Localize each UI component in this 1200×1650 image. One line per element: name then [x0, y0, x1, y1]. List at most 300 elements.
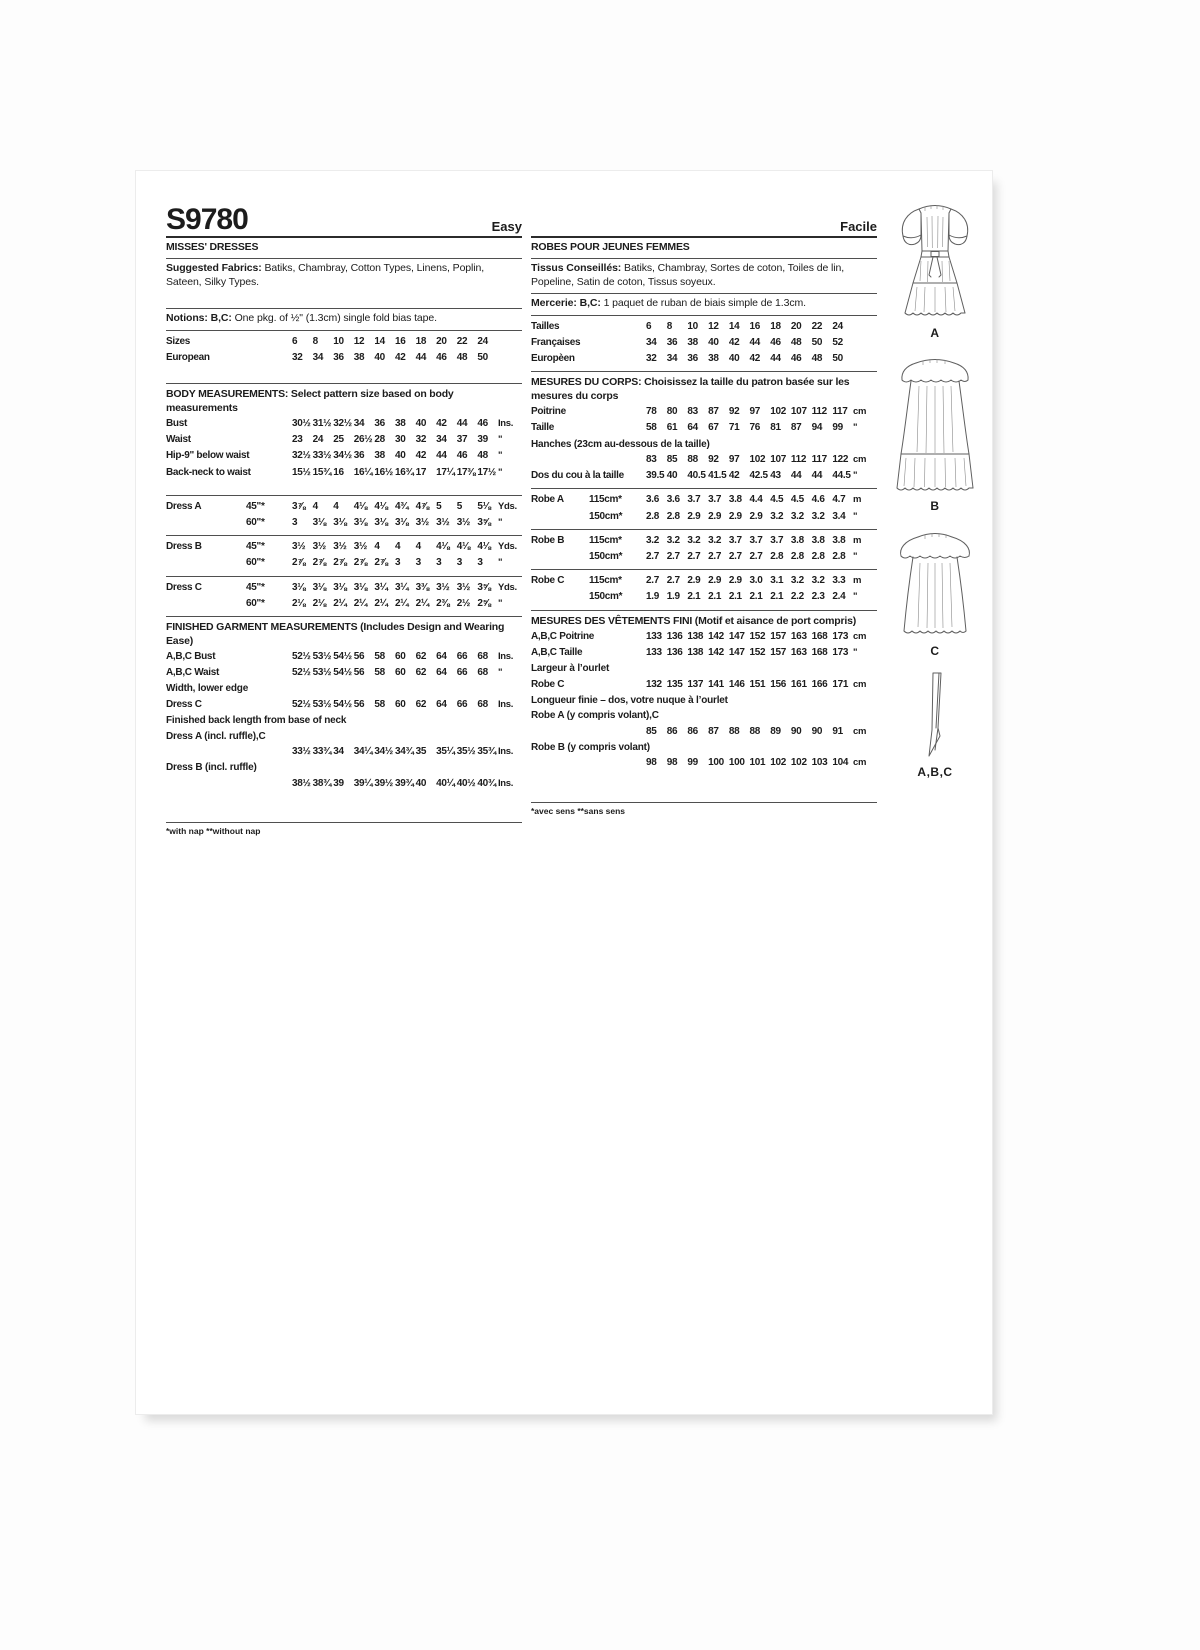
cell: 3.6 — [666, 494, 680, 506]
row-label: Robe C — [531, 575, 565, 587]
cell: 36 — [333, 351, 344, 363]
table-row — [531, 629, 877, 645]
divider — [531, 315, 877, 316]
cell: 3 — [477, 557, 483, 569]
unit: m — [853, 534, 862, 546]
cell: 32½ — [333, 417, 352, 429]
cell: 4¾ — [394, 500, 409, 512]
fabric-width-label: 115cm* — [589, 534, 622, 546]
cell: 146 — [728, 678, 745, 690]
cell: 81 — [770, 422, 781, 434]
cell: 38 — [394, 417, 406, 429]
divider — [166, 616, 522, 617]
row-label: Robe A — [531, 494, 564, 506]
cell: 3.7 — [728, 534, 742, 546]
cell: 22 — [811, 320, 823, 332]
cell: 48 — [790, 336, 802, 348]
info-line — [166, 262, 522, 289]
cell: 102 — [770, 406, 787, 418]
cell: 46 — [770, 336, 781, 348]
table-row — [531, 573, 877, 589]
cell: 2.8 — [666, 510, 680, 522]
cell: 50 — [832, 352, 843, 364]
cell: 38 — [687, 336, 698, 348]
cell: 33½ — [312, 450, 332, 462]
cell: 16 — [749, 320, 761, 332]
cell: 2⅛ — [312, 597, 326, 609]
row-label-line: Robe B (y compris volant) — [531, 741, 650, 753]
cell: 173 — [832, 646, 849, 658]
cell: 33¾ — [312, 746, 332, 758]
cell: 16 — [333, 466, 344, 478]
divider — [166, 383, 522, 384]
cell: 2.9 — [728, 575, 742, 587]
table-row — [531, 452, 877, 468]
divider — [531, 802, 877, 803]
cell: 2½ — [456, 597, 471, 609]
unit: Yds. — [497, 500, 517, 512]
cell: 44 — [456, 417, 468, 429]
dress-c-illustration — [891, 525, 979, 641]
cell: 80 — [666, 406, 678, 418]
cell: 2¼ — [333, 597, 347, 609]
cell: 20 — [790, 320, 802, 332]
cell: 3.2 — [646, 534, 660, 546]
table-row — [166, 416, 522, 432]
cell: 157 — [770, 646, 787, 658]
cell: 2.7 — [646, 551, 660, 563]
cell: 98 — [666, 757, 678, 769]
cell: 3.8 — [728, 494, 742, 506]
cell: 161 — [790, 678, 807, 690]
cell: 1.9 — [646, 591, 660, 603]
cell: 3½ — [436, 516, 450, 528]
cell: 97 — [749, 406, 761, 418]
cell: 136 — [666, 630, 683, 642]
cell: 66 — [456, 650, 468, 662]
cell: 2¼ — [353, 597, 368, 609]
unit: cm — [853, 678, 867, 690]
cell: 3½ — [456, 516, 471, 528]
cell: 28 — [374, 434, 385, 446]
cell: 100 — [728, 757, 745, 769]
table-row — [531, 549, 877, 565]
cell: 3.8 — [832, 534, 846, 546]
cell: 4 — [415, 541, 421, 553]
cell: 35¾ — [477, 746, 496, 758]
fabric-width-label: 150cm* — [589, 510, 623, 522]
cell: 3.4 — [832, 510, 846, 522]
cell: 34 — [333, 746, 344, 758]
cell: 4⅛ — [374, 500, 388, 512]
row-label-line: Robe A (y compris volant),C — [531, 710, 659, 722]
cell: 2.7 — [666, 551, 680, 563]
cell: 3⅛ — [353, 516, 368, 528]
row-label-line: Hanches (23cm au-dessous de la taille) — [531, 438, 710, 450]
cell: 44 — [790, 470, 802, 482]
cell: 64 — [687, 422, 698, 434]
cell: 122 — [832, 454, 849, 466]
cell: 117 — [832, 406, 848, 418]
cell: 88 — [749, 725, 761, 737]
unit: " — [853, 591, 858, 603]
cell: 66 — [456, 667, 468, 679]
table-row — [166, 665, 522, 681]
cell: 24 — [477, 335, 488, 347]
cell: 48 — [456, 351, 468, 363]
cell: 3.7 — [749, 534, 763, 546]
cell: 52 — [832, 336, 843, 348]
footnote: *with nap **without nap — [166, 825, 261, 836]
dress-c-figure — [891, 525, 979, 658]
cell: 98 — [646, 757, 657, 769]
cell: 10 — [333, 335, 344, 347]
cell: 50 — [811, 336, 823, 348]
cell: 3 — [394, 557, 401, 569]
cell: 2.7 — [708, 551, 722, 563]
divider — [531, 371, 877, 372]
unit: m — [853, 494, 862, 506]
pattern-number: S9780 — [166, 203, 248, 236]
divider — [166, 330, 522, 331]
figure-label-abc: A,B,C — [917, 765, 953, 779]
cell: 3.7 — [687, 494, 701, 506]
cell: 36 — [353, 450, 365, 462]
cell: 2.2 — [790, 591, 804, 603]
cell: 26½ — [353, 434, 373, 446]
cell: 3½ — [436, 581, 450, 593]
cell: 53½ — [312, 667, 332, 679]
cell: 40 — [728, 352, 740, 364]
cell: 62 — [415, 667, 427, 679]
cell: 88 — [728, 725, 740, 737]
table-row — [531, 645, 877, 661]
cell: 166 — [811, 678, 828, 690]
unit: " — [497, 667, 503, 679]
cell: 91 — [832, 725, 843, 737]
cell: 16¼ — [353, 466, 373, 478]
cell: 34 — [436, 434, 447, 446]
info-line — [166, 312, 522, 326]
table-row — [166, 515, 522, 531]
cell: 38 — [374, 450, 385, 462]
unit: " — [497, 450, 503, 462]
spacer — [166, 290, 522, 304]
section-heading: FINISHED GARMENT MEASUREMENTS (Includes Design and Wearing Ease) — [166, 620, 505, 647]
cell: 30 — [394, 434, 406, 446]
cell: 171 — [832, 678, 849, 690]
cell: 138 — [687, 646, 704, 658]
cell: 2.1 — [770, 591, 784, 603]
english-table — [166, 240, 522, 836]
table-row — [531, 404, 877, 420]
cell: 54½ — [333, 698, 352, 710]
table-row — [166, 649, 522, 665]
row-label-line: Dress B (incl. ruffle) — [166, 762, 257, 774]
cell: 6 — [292, 335, 298, 347]
cell: 36 — [666, 336, 678, 348]
cell: 3½ — [333, 541, 347, 553]
cell: 89 — [770, 725, 781, 737]
cell: 112 — [790, 454, 807, 466]
divider — [531, 529, 877, 530]
cell: 3.2 — [790, 510, 804, 522]
cell: 67 — [708, 422, 719, 434]
unit: Yds. — [497, 541, 517, 553]
cell: 23 — [292, 434, 303, 446]
row-label: European — [166, 351, 210, 363]
cell: 3⅛ — [333, 516, 347, 528]
divider — [531, 258, 877, 259]
cell: 4 — [374, 541, 380, 553]
cell: 86 — [666, 725, 678, 737]
cell: 42 — [436, 417, 447, 429]
info-text: Batiks, Chambray, Sortes de coton, Toiles de lin, Popeline, Satin de coton, Tissus soyeux. — [531, 262, 845, 288]
cell: 18 — [770, 320, 781, 332]
cell: 40¼ — [436, 777, 455, 789]
cell: 173 — [832, 630, 849, 642]
dress-b-illustration — [891, 352, 979, 496]
cell: 35½ — [456, 746, 476, 758]
cell: 58 — [374, 650, 385, 662]
cell: 3.1 — [770, 575, 784, 587]
cell: 2.3 — [811, 591, 825, 603]
table-row — [531, 319, 877, 335]
cell: 56 — [353, 650, 365, 662]
cell: 14 — [374, 335, 385, 347]
divider — [531, 293, 877, 294]
cell: 24 — [312, 434, 324, 446]
unit: " — [853, 510, 858, 522]
unit: cm — [853, 757, 867, 769]
cell: 152 — [749, 630, 766, 642]
cell: 35¼ — [436, 746, 455, 758]
fabric-width-label: 150cm* — [589, 551, 623, 563]
table-row — [166, 744, 522, 760]
cell: 4⅛ — [456, 541, 471, 553]
cell: 2¼ — [394, 597, 409, 609]
cell: 2.4 — [832, 591, 846, 603]
cell: 3.2 — [708, 534, 722, 546]
cell: 3¼ — [394, 581, 409, 593]
cell: 3.2 — [687, 534, 701, 546]
cell: 2.8 — [790, 551, 804, 563]
cell: 2⅛ — [292, 597, 306, 609]
cell: 41.5 — [708, 470, 727, 482]
unit: cm — [853, 725, 867, 737]
cell: 3⅝ — [477, 581, 491, 593]
cell: 58 — [646, 422, 657, 434]
cell: 147 — [728, 630, 745, 642]
cell: 4.5 — [790, 494, 804, 506]
cell: 85 — [666, 454, 678, 466]
cell: 3.2 — [666, 534, 680, 546]
row-label: Sizes — [166, 335, 191, 347]
cell: 142 — [708, 630, 724, 642]
row-label: Dress A — [166, 500, 202, 512]
cell: 61 — [666, 422, 678, 434]
unit: m — [853, 575, 862, 587]
cell: 4.5 — [770, 494, 784, 506]
cell: 52½ — [292, 667, 311, 679]
section-heading: BODY MEASUREMENTS: Select pattern size based on body measurements — [166, 387, 454, 414]
cell: 133 — [646, 646, 662, 658]
cell: 20 — [436, 335, 447, 347]
cell: 34½ — [374, 746, 393, 758]
table-row — [531, 509, 877, 525]
divider — [531, 610, 877, 611]
cell: 1.9 — [666, 591, 680, 603]
cell: 17 — [415, 466, 427, 478]
cell: 3 — [292, 516, 298, 528]
cell: 68 — [477, 698, 488, 710]
row-label: Dos du cou à la taille — [531, 470, 624, 482]
cell: 2.8 — [646, 510, 660, 522]
cell: 3.2 — [811, 510, 825, 522]
cell: 16 — [394, 335, 406, 347]
cell: 2.9 — [728, 510, 742, 522]
cell: 107 — [790, 406, 807, 418]
pattern-sheet — [135, 170, 993, 1415]
table-row — [531, 589, 877, 605]
cell: 35 — [415, 746, 427, 758]
cell: 2.1 — [687, 591, 701, 603]
cell: 64 — [436, 667, 447, 679]
cell: 4.6 — [811, 494, 825, 506]
cell: 54½ — [333, 650, 352, 662]
cell: 3.2 — [790, 575, 804, 587]
cell: 3⅛ — [374, 516, 388, 528]
row-label: Tailles — [531, 320, 560, 332]
garment-illustrations — [884, 199, 986, 791]
cell: 48 — [811, 352, 823, 364]
cell: 76 — [749, 422, 761, 434]
fabric-width-label: 115cm* — [589, 575, 622, 587]
cell: 34¼ — [353, 746, 373, 758]
cell: 38 — [353, 351, 365, 363]
cell: 4⅛ — [436, 541, 450, 553]
cell: 2⅜ — [436, 597, 450, 609]
fabric-width-label: 60"* — [246, 516, 265, 528]
cell: 3.2 — [770, 510, 784, 522]
cell: 86 — [687, 725, 698, 737]
footnote: *avec sens **sans sens — [531, 805, 626, 816]
cell: 133 — [646, 630, 662, 642]
cell: 40.5 — [687, 470, 706, 482]
cell: 42.5 — [749, 470, 768, 482]
cell: 32 — [646, 352, 657, 364]
unit: Ins. — [497, 650, 514, 662]
cell: 90 — [790, 725, 802, 737]
cell: 168 — [811, 646, 828, 658]
cell: 138 — [687, 630, 704, 642]
row-label: Taille — [531, 422, 555, 434]
cell: 60 — [394, 667, 406, 679]
cell: 64 — [436, 650, 447, 662]
cell: 52½ — [292, 650, 311, 662]
english-header — [166, 201, 522, 238]
cell: 48 — [477, 450, 488, 462]
table-row — [166, 697, 522, 713]
cell: 3.7 — [708, 494, 722, 506]
cell: 103 — [811, 757, 828, 769]
row-label: Poitrine — [531, 406, 566, 418]
cell: 3⅜ — [415, 581, 429, 593]
unit: " — [497, 597, 503, 609]
cell: 5 — [456, 500, 463, 512]
cell: 50 — [477, 351, 488, 363]
cell: 87 — [708, 725, 719, 737]
table-row — [166, 539, 522, 555]
divider — [166, 308, 522, 309]
section-heading: ROBES POUR JEUNES FEMMES — [531, 241, 690, 253]
table-row — [166, 499, 522, 515]
cell: 32 — [415, 434, 427, 446]
cell: 2⅞ — [353, 557, 368, 569]
cell: 17⅜ — [456, 466, 476, 478]
cell: 39¼ — [353, 777, 373, 789]
cell: 2¼ — [415, 597, 429, 609]
cell: 142 — [708, 646, 724, 658]
section-heading: MESURES DES VÊTEMENTS FINI (Motif et aisance de port compris) — [531, 614, 857, 627]
unit: " — [853, 422, 858, 434]
row-label-line: Finished back length from base of neck — [166, 715, 347, 727]
cell: 53½ — [312, 650, 332, 662]
cell: 132 — [646, 678, 662, 690]
cell: 54½ — [333, 667, 352, 679]
cell: 15¾ — [312, 466, 332, 478]
cell: 38¾ — [312, 777, 332, 789]
cell: 52½ — [292, 698, 311, 710]
unit: " — [853, 551, 858, 563]
cell: 44 — [415, 351, 427, 363]
cell: 92 — [728, 406, 740, 418]
table-row — [531, 335, 877, 351]
cell: 40 — [394, 450, 406, 462]
cell: 3⅝ — [477, 516, 491, 528]
cell: 12 — [353, 335, 365, 347]
row-label: A,B,C Poitrine — [531, 630, 595, 642]
cell: 10 — [687, 320, 698, 332]
cell: 39 — [477, 434, 488, 446]
cell: 4 — [312, 500, 318, 512]
unit: Yds. — [497, 581, 517, 593]
spacer — [166, 366, 522, 379]
cell: 39 — [333, 777, 344, 789]
cell: 90 — [811, 725, 823, 737]
fabric-width-label: 60"* — [246, 557, 265, 569]
cell: 3½ — [353, 541, 368, 553]
table-row — [531, 724, 877, 740]
cell: 156 — [770, 678, 787, 690]
cell: 42 — [728, 336, 740, 348]
cell: 34 — [312, 351, 324, 363]
dress-a-illustration — [891, 199, 979, 323]
cell: 2.7 — [728, 551, 742, 563]
cell: 68 — [477, 667, 488, 679]
cell: 102 — [770, 757, 787, 769]
row-label: Robe B — [531, 534, 565, 546]
cell: 2.7 — [749, 551, 763, 563]
cell: 2.9 — [687, 510, 701, 522]
cell: 4 — [333, 500, 339, 512]
cell: 16¾ — [394, 466, 414, 478]
cell: 34½ — [333, 450, 352, 462]
cell: 16½ — [374, 466, 393, 478]
cell: 17½ — [477, 466, 496, 478]
cell: 4⅞ — [415, 500, 429, 512]
cell: 83 — [646, 454, 657, 466]
